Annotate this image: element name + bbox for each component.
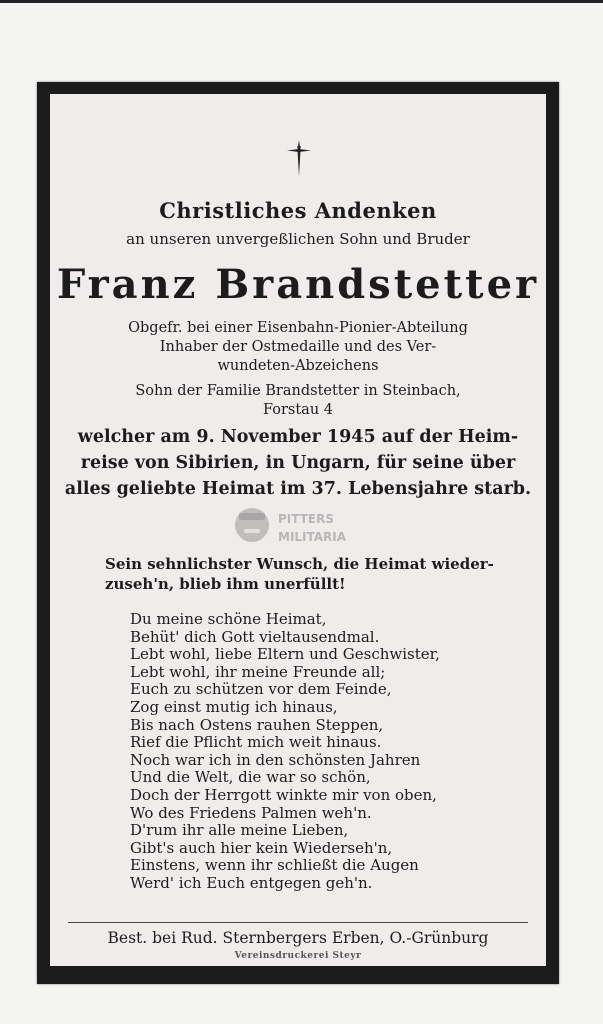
memorial-card [37,82,559,984]
info-line: Forstau 4 [262,402,333,418]
poem-line: Du meine schöne Heimat, [130,610,327,628]
poem-line: Lebt wohl, liebe Eltern und Geschwister, [130,645,440,664]
poem-line: Lebt wohl, ihr meine Freunde all; [130,662,386,681]
footer-text: Best. bei Rud. Sternbergers Erben, O.-Grünburg [107,929,489,947]
heading: Christliches Andenken [159,198,437,223]
wish-line: Sein sehnlichster Wunsch, die Heimat wieder- [105,555,494,573]
poem-line: Euch zu schützen vor dem Feinde, [130,680,392,699]
poem-line: Noch war ich in den schönsten Jahren [130,750,421,769]
poem-line: Rief die Pflicht mich weit hinaus. [130,733,382,752]
poem-line: Einstens, wenn ihr schließt die Augen [130,856,419,875]
death-line: alles geliebte Heimat im 37. Lebensjahre starb. [64,479,532,499]
poem-line: Doch der Herrgott winkte mir von oben, [130,785,437,804]
top-edge-line [0,0,603,3]
poem-line: Bis nach Ostens rauhen Steppen, [130,715,384,734]
poem-line: Und die Welt, die war so schön, [130,768,371,787]
watermark-logo [230,499,400,557]
poem-line: Zog einst mutig ich hinaus, [130,697,338,716]
poem-line: Gibt's auch hier kein Wiederseh'n, [130,838,393,857]
footer-divider [68,922,528,923]
info-line: wundeten-Abzeichens [217,358,379,374]
poem-line: Wo des Friedens Palmen weh'n. [130,803,372,822]
poem-line: Behüt' dich Gott vieltausendmal. [130,627,380,646]
watermark-text-bottom: MILITARIA [278,530,347,544]
poem-line: D'rum ihr alle meine Lieben, [130,821,349,840]
info-line: Inhaber der Ostmedaille und des Ver- [159,339,437,355]
card-paper [50,94,546,966]
poem [130,611,530,893]
printer-line: Vereinsdruckerei Steyr [234,951,362,961]
info-line: Sohn der Familie Brandstetter in Steinbach, [135,383,461,399]
wish-line: zuseh'n, blieb ihm unerfüllt! [105,575,346,593]
death-line: welcher am 9. November 1945 auf der Heim- [77,427,519,447]
watermark-text-top: PITTERS [278,512,334,526]
info-line: Obgefr. bei einer Eisenbahn-Pionier-Abteilung [128,320,468,336]
subheading: an unseren unvergeßlichen Sohn und Bruder [126,230,470,248]
deceased-name: Franz Brandstetter [56,261,540,308]
death-line: reise von Sibirien, in Ungarn, für seine über [80,453,516,473]
poem-line: Werd' ich Euch entgegen geh'n. [130,873,373,892]
cross-icon [284,138,314,178]
